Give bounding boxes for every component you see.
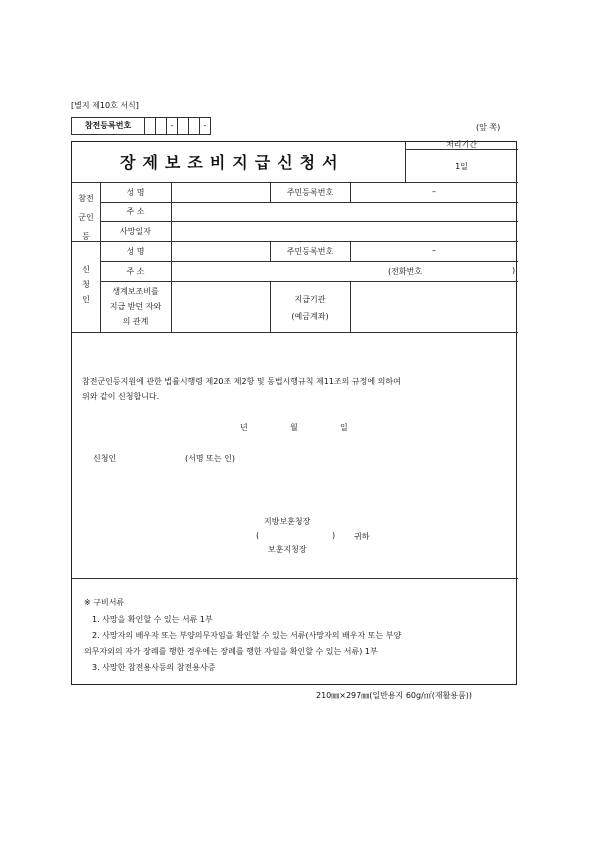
documents-item: 의무자외의 자가 장례를 행한 경우에는 장례를 행한 자임을 확인할 수 있는 서류) 1부 — [84, 647, 378, 656]
page-side: (앞 쪽) — [476, 123, 501, 132]
divider — [72, 332, 518, 333]
bank-label-line: 지급기관 — [294, 295, 326, 304]
declaration-text — [82, 374, 401, 404]
applicant-rrn-field[interactable]: – — [432, 246, 436, 255]
veteran-name-label: 성 명 — [126, 188, 145, 197]
section-char: 청 — [82, 280, 90, 289]
veteran-address-field[interactable] — [171, 203, 518, 220]
divider — [72, 182, 518, 183]
section-char: 등 — [82, 232, 90, 241]
form-number: [별지 제10호 서식] — [71, 101, 139, 110]
date-day: 일 — [340, 423, 348, 432]
relation-label — [100, 284, 171, 329]
applicant-rrn-label: 주민등록번호 — [286, 247, 334, 256]
veteran-name-field[interactable] — [171, 183, 270, 201]
addressee-open: ( — [256, 531, 260, 540]
veteran-rrn-label: 주민등록번호 — [286, 188, 334, 197]
divider — [72, 241, 518, 242]
section-char: 군인 — [78, 213, 94, 222]
applicant-section-label — [72, 262, 100, 307]
veteran-rrn-field[interactable]: – — [432, 187, 436, 196]
documents-item: 2. 사망자의 배우자 또는 부양의무자임을 확인할 수 있는 서류(사망자의 배우자 또는 부양 — [92, 631, 402, 640]
section-char: 참전 — [78, 194, 94, 203]
relation-label-line: 의 관계 — [122, 317, 149, 326]
bank-label-line: (예금계좌) — [291, 312, 329, 321]
paper-spec: 210㎜×297㎜(일반용지 60g/㎡(재활용품)) — [316, 691, 473, 700]
applicant-name-field[interactable] — [171, 242, 270, 260]
relation-label-line: 생계보조비를 — [112, 287, 159, 296]
declaration-line: 참전군인등지원에 관한 법률시행령 제20조 제2항 및 동법시행규칙 제11조의 규정에 의하여 — [82, 377, 401, 386]
section-char: 신 — [82, 265, 90, 274]
addressee-line1: 지방보훈청장 — [264, 517, 311, 526]
veteran-section-label — [72, 189, 100, 246]
processing-label: 처리기간 — [446, 140, 477, 149]
reg-number-label-cell — [71, 117, 145, 135]
date-month: 월 — [290, 423, 298, 432]
form-title: 장제보조비지급신청서 — [120, 153, 345, 172]
reg-dash: - — [203, 121, 207, 130]
reg-dash: - — [170, 121, 174, 130]
reg-number-label: 참전등록번호 — [84, 121, 132, 130]
bank-label — [270, 291, 350, 325]
documents-list — [84, 612, 402, 676]
documents-heading: ※ 구비서류 — [84, 598, 125, 607]
veteran-death-date-field[interactable] — [171, 222, 518, 240]
veteran-address-label: 주 소 — [126, 207, 145, 216]
applicant-address-field[interactable] — [171, 262, 518, 280]
phone-close: ) — [512, 266, 516, 275]
relation-label-line: 지급 받던 자와 — [109, 302, 162, 311]
application-form — [71, 141, 517, 685]
documents-item: 3. 사망한 참전용사등의 참전용사증 — [92, 663, 216, 672]
signature-label: 신청인 — [93, 454, 117, 463]
relation-field[interactable] — [171, 282, 270, 331]
divider — [72, 578, 518, 579]
applicant-name-label: 성 명 — [126, 247, 145, 256]
date-year: 년 — [240, 423, 248, 432]
applicant-address-label: 주 소 — [126, 267, 145, 276]
veteran-death-date-label: 사망일자 — [120, 227, 151, 236]
phone-label: (전화번호 — [388, 267, 423, 276]
documents-item: 1. 사망을 확인할 수 있는 서류 1부 — [92, 615, 213, 624]
addressee-suffix: 귀하 — [354, 532, 370, 541]
addressee-line3: 보훈지청장 — [268, 545, 307, 554]
bank-account-field[interactable] — [350, 282, 518, 331]
signature-note: (서명 또는 인) — [185, 454, 235, 463]
section-char: 인 — [82, 295, 90, 304]
processing-value: 1일 — [455, 162, 468, 171]
reg-digit-cell[interactable] — [199, 117, 211, 135]
declaration-line: 위와 같이 신청합니다. — [82, 392, 160, 401]
addressee-close: ) — [332, 531, 336, 540]
